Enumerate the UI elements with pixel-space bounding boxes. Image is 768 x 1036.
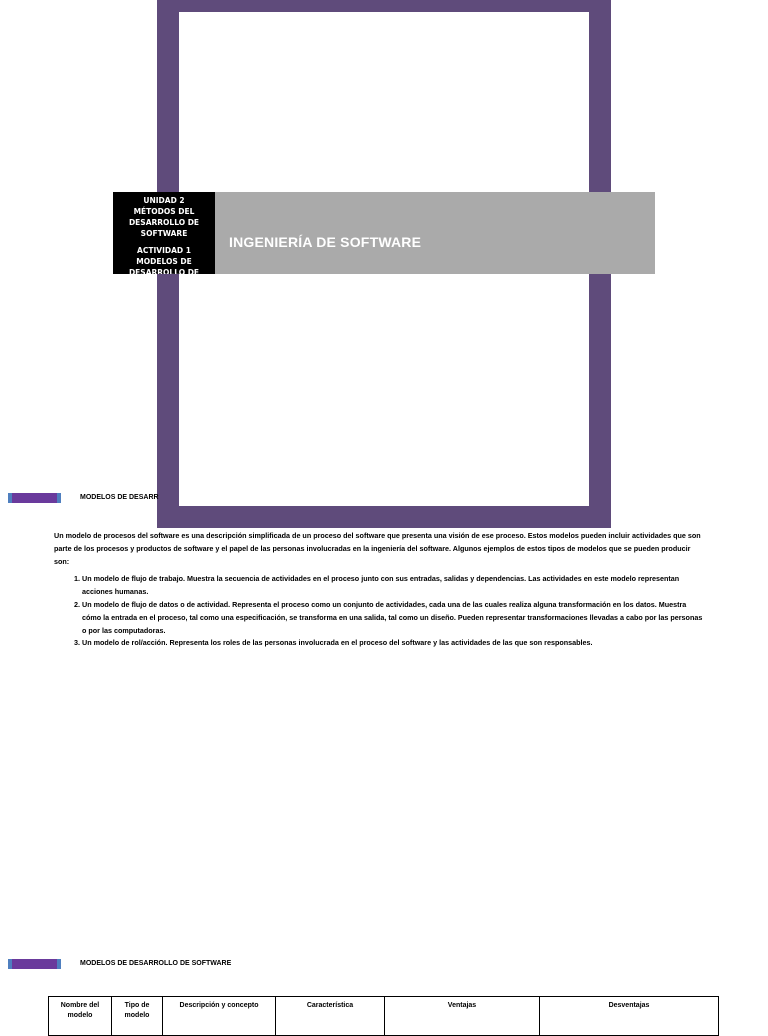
unit-line: MÉTODOS DEL	[133, 207, 195, 216]
column-header: Ventajas	[385, 997, 540, 1036]
list-item: 2. Un modelo de flujo de datos o de actividad. Representa el proceso como un conjunto de actividades, cada una de las cuales realiza alguna transformación en los datos. Muestra cómo la entrada en el proceso, tal como una especificación, se transforma en una salida, tal como un diseño. Pueden representar transformaciones llevadas a cabo por las personas o por las computadoras.	[82, 599, 704, 637]
section-heading: MODELOS DE DESARR	[80, 494, 159, 501]
title-band	[215, 192, 655, 274]
model-list	[54, 573, 704, 650]
unit-line: DESARROLLO DE	[128, 218, 200, 227]
unit-line: SOFTWARE	[140, 229, 188, 238]
column-header: Tipo de modelo	[112, 997, 163, 1036]
column-header: Desventajas	[540, 997, 719, 1036]
activity-line: DESARROLLO DE	[128, 268, 200, 274]
activity-line: ACTIVIDAD 1	[137, 246, 191, 255]
section-marker	[8, 959, 61, 969]
body-text	[54, 530, 704, 650]
document-title: INGENIERÍA DE SOFTWARE	[229, 234, 422, 250]
activity-line: MODELOS DE	[136, 257, 192, 266]
column-header: Característica	[276, 997, 385, 1036]
section-marker	[8, 493, 61, 503]
models-table	[48, 996, 719, 1036]
unit-line: UNIDAD 2	[143, 196, 185, 205]
section-heading: MODELOS DE DESARROLLO DE SOFTWARE	[80, 960, 232, 967]
column-header: Descripción y concepto	[163, 997, 276, 1036]
list-item: 1. Un modelo de flujo de trabajo. Muestra la secuencia de actividades en el proceso junto con sus entradas, salidas y dependencias. Las actividades en este modelo representan acciones humanas.	[82, 573, 704, 599]
column-header: Nombre del modelo	[49, 997, 112, 1036]
unit-activity-box	[113, 192, 215, 274]
table-header-row	[49, 997, 719, 1036]
intro-paragraph: Un modelo de procesos del software es una descripción simplificada de un proceso del software que presenta una visión de ese proceso. Estos modelos pueden incluir actividades que son parte de los procesos y productos de software y el papel de las personas involucradas en la ingeniería del software. Algunos ejemplos de estos tipos de modelos que se pueden producir son:	[54, 531, 701, 566]
list-item: 3. Un modelo de rol/acción. Representa los roles de las personas involucrada en el proceso del software y las actividades de las que son responsables.	[82, 637, 704, 650]
